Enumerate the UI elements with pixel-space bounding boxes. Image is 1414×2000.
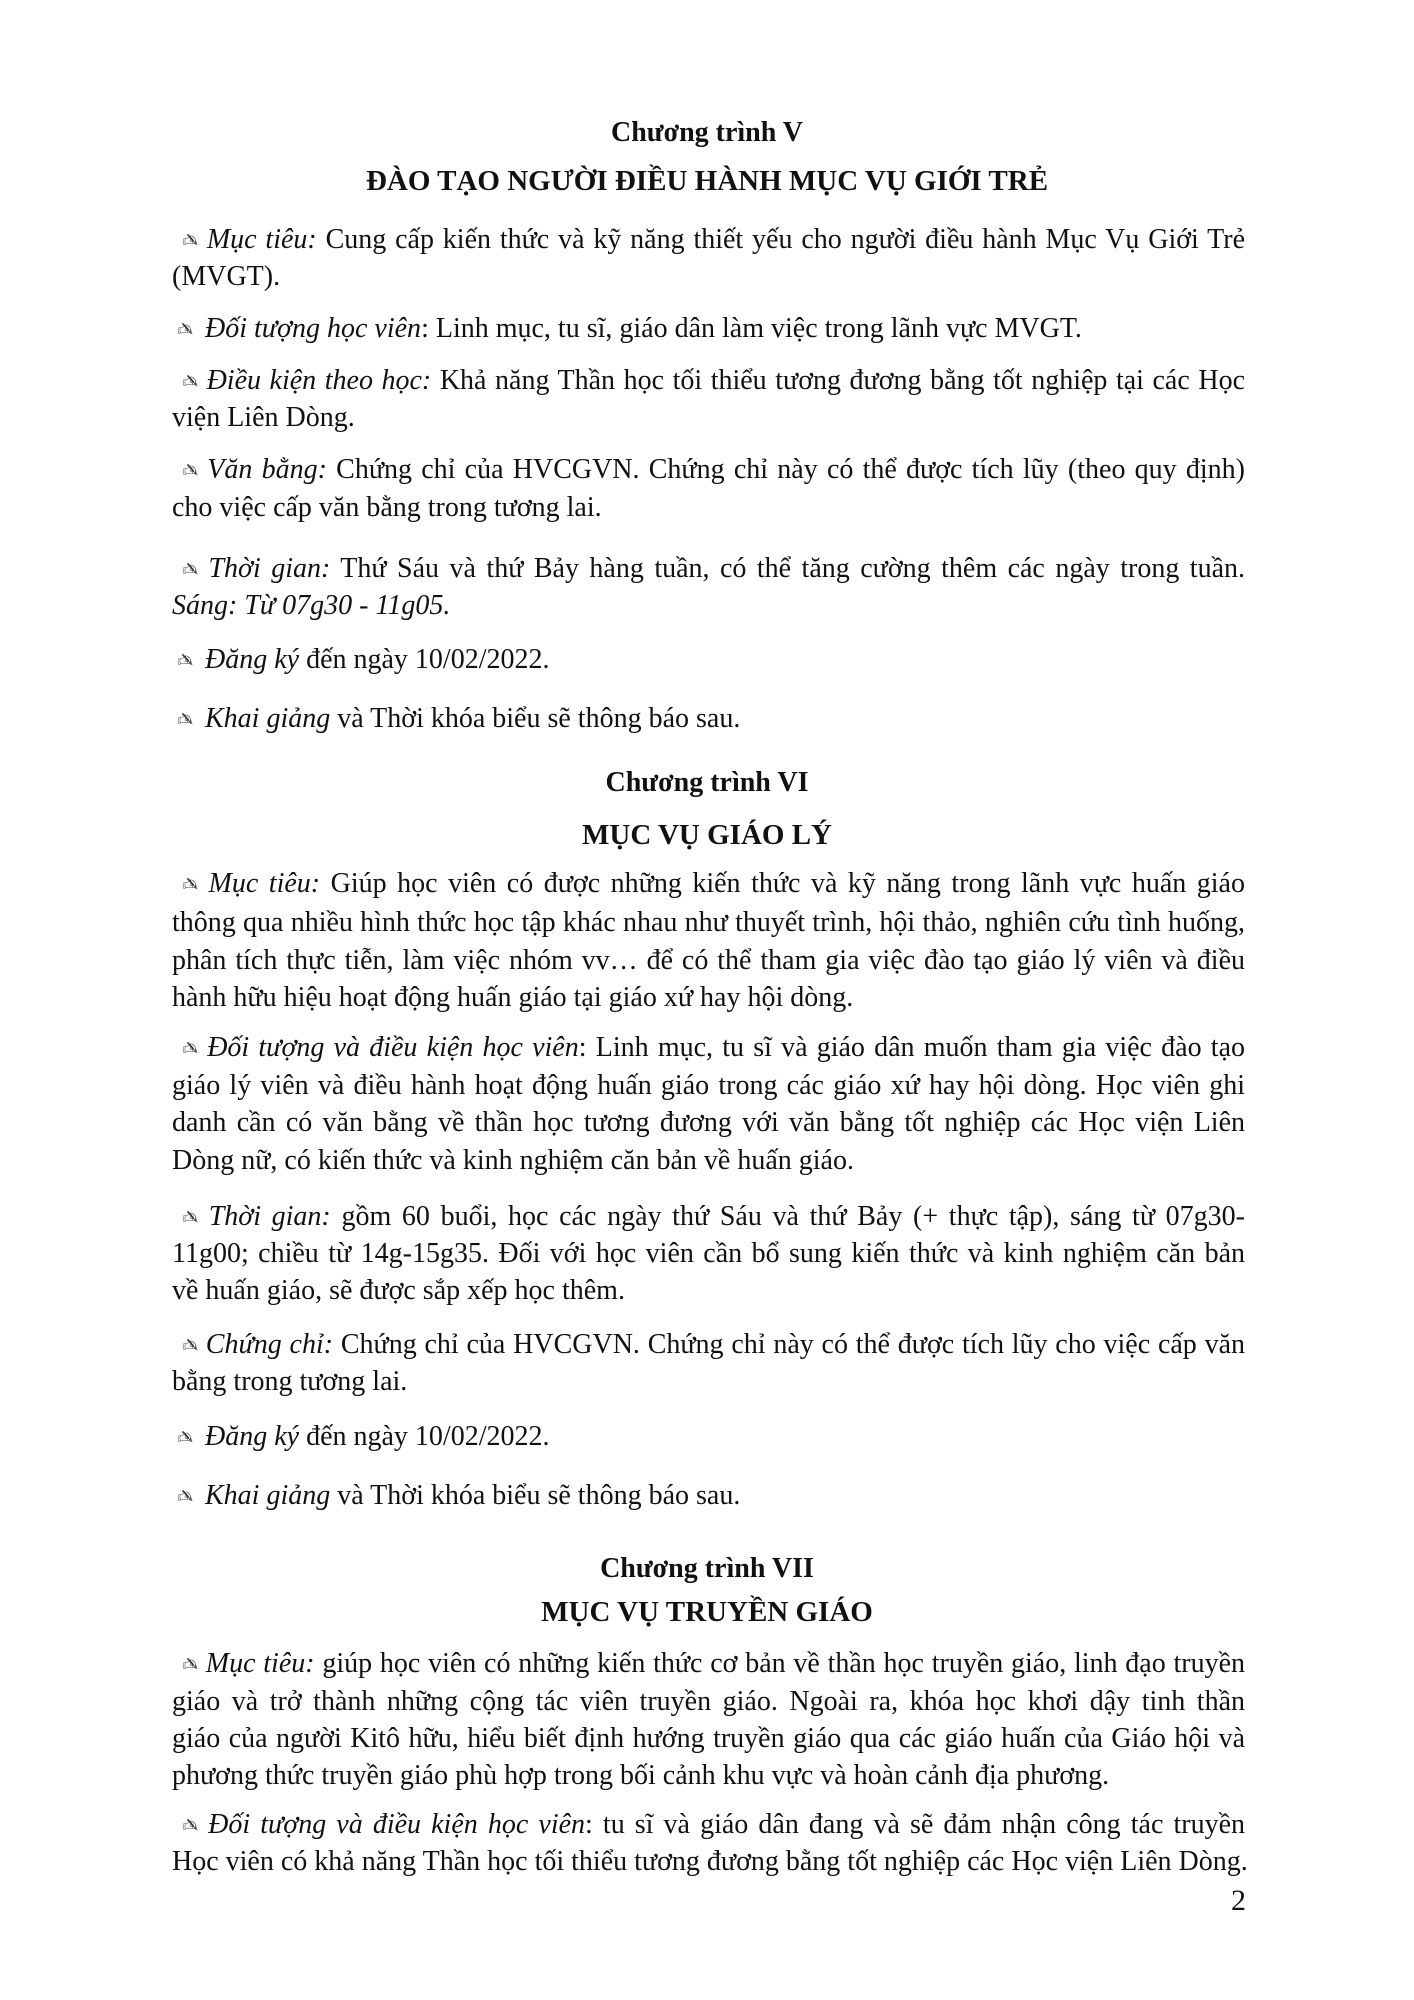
program-title-heading: MỤC VỤ TRUYỀN GIÁO [541, 1596, 873, 1628]
writing-hand-icon: ✍ [182, 1815, 198, 1837]
item-label: Chứng chỉ: [205, 1329, 334, 1360]
paragraph-line [172, 1106, 1245, 1140]
paragraph-line [172, 491, 1245, 525]
paragraph-line [172, 401, 1245, 435]
paragraph-line [172, 364, 1245, 398]
item-text: Dòng nữ, có kiến thức và kinh nghiệm căn bản về huấn giáo. [172, 1145, 854, 1176]
paragraph-line [172, 1031, 1245, 1065]
paragraph-line [172, 1479, 1245, 1515]
writing-hand-icon: ✍ [182, 1038, 198, 1060]
paragraph-line [172, 453, 1245, 487]
item-text: và Thời khóa biểu sẽ thông báo sau. [330, 703, 741, 734]
paragraph-line [172, 1845, 1248, 1879]
writing-hand-icon: ✍ [182, 559, 198, 581]
writing-hand-icon: ✍ [182, 1335, 198, 1357]
item-text: : tu sĩ và giáo dân đang và sẽ đảm nhận công tác truyền [585, 1809, 1245, 1840]
paragraph-line [172, 1069, 1245, 1103]
item-label: Đối tượng và điều kiện học viên [208, 1809, 586, 1840]
item-text: 11g00; chiều từ 14g-15g35. Đối với học viên cần bổ sung kiến thức và kinh nghiệm căn bản [172, 1238, 1245, 1269]
program-number-heading: Chương trình VII [600, 1553, 814, 1584]
item-text: Học viên có khả năng Thần học tối thiểu tương đương bằng tốt nghiệp các Học viện Liên Dòng. [172, 1846, 1248, 1877]
item-text: Khả năng Thần học tối thiểu tương đương bằng tốt nghiệp tại các Học [431, 365, 1245, 396]
paragraph-line [172, 1237, 1245, 1271]
writing-hand-icon: ✍ [177, 319, 193, 341]
item-label: Thời gian: [208, 1201, 331, 1232]
writing-hand-icon: ✍ [177, 709, 193, 731]
item-label: Mục tiêu: [205, 1648, 315, 1679]
writing-hand-icon: ✍ [182, 1207, 198, 1229]
item-text: : Linh mục, tu sĩ và giáo dân muốn tham gia việc đào tạo [578, 1032, 1245, 1063]
writing-hand-icon: ✍ [177, 1486, 193, 1508]
item-label: Văn bằng: [207, 454, 327, 485]
paragraph-line [172, 1722, 1245, 1756]
item-label: Mục tiêu: [208, 868, 321, 899]
item-label: Thời gian: [208, 553, 331, 584]
writing-hand-icon: ✍ [177, 1427, 193, 1449]
paragraph-line [172, 1685, 1245, 1719]
paragraph-line [172, 867, 1245, 901]
writing-hand-icon: ✍ [182, 874, 198, 896]
item-text: gồm 60 buổi, học các ngày thứ Sáu và thứ Bảy (+ thực tập), sáng từ 07g30- [330, 1201, 1245, 1232]
item-text: danh cần có văn bằng về thần học tương đương với văn bằng tốt nghiệp các Học viện Liên [172, 1107, 1245, 1138]
program-number-heading: Chương trình VI [605, 767, 809, 798]
writing-hand-icon: ✍ [182, 230, 198, 252]
paragraph-line [172, 1759, 1245, 1793]
item-text: viện Liên Dòng. [172, 402, 355, 433]
paragraph-line [172, 643, 1245, 679]
item-text: phương thức truyền giáo phù hợp trong bối cảnh khu vực và hoàn cảnh địa phương. [172, 1760, 1110, 1791]
item-label: Mục tiêu: [206, 224, 317, 255]
writing-hand-icon: ✍ [182, 371, 198, 393]
paragraph-line [172, 1365, 1245, 1399]
item-text: Chứng chỉ của HVCGVN. Chứng chỉ này có thể được tích lũy (theo quy định) [326, 454, 1245, 485]
item-text: Sáng: Từ 07g30 - 11g05. [172, 590, 451, 621]
item-label: Đối tượng và điều kiện học viên [207, 1032, 579, 1063]
item-text: cho việc cấp văn bằng trong tương lai. [172, 492, 602, 523]
paragraph-line [172, 1647, 1245, 1681]
paragraph-line [172, 589, 1245, 623]
item-text: giáo của người Kitô hữu, hiểu biết định hướng truyền giáo qua các giáo huấn của Giáo hội và [172, 1723, 1245, 1754]
item-label: Điều kiện theo học: [206, 365, 432, 396]
paragraph-line [172, 981, 1245, 1015]
item-text: giáo và trở thành những cộng tác viên truyền giáo. Ngoài ra, khóa học khơi dậy tinh thần [172, 1686, 1245, 1717]
item-text: Giúp học viên có được những kiến thức và kỹ năng trong lãnh vực huấn giáo [320, 868, 1245, 899]
item-text: giúp học viên có những kiến thức cơ bản về thần học truyền giáo, linh đạo truyền [314, 1648, 1245, 1679]
paragraph-line [172, 1144, 1245, 1178]
writing-hand-icon: ✍ [182, 1654, 198, 1676]
item-text: đến ngày 10/02/2022. [299, 644, 550, 675]
paragraph-line [172, 906, 1245, 940]
paragraph-line [172, 260, 1245, 294]
paragraph-line [172, 702, 1245, 738]
item-text: bằng trong tương lai. [172, 1366, 408, 1397]
paragraph-line [172, 312, 1245, 348]
item-text: (MVGT). [172, 261, 281, 292]
item-label: Đăng ký [205, 1421, 300, 1452]
program-number-heading: Chương trình V [610, 117, 804, 148]
program-title-heading: ĐÀO TẠO NGƯỜI ĐIỀU HÀNH MỤC VỤ GIỚI TRẺ [365, 165, 1049, 197]
page-number: 2 [1231, 1884, 1246, 1917]
program-title-heading: MỤC VỤ GIÁO LÝ [582, 819, 832, 851]
item-text: đến ngày 10/02/2022. [299, 1421, 550, 1452]
item-text: thông qua nhiều hình thức học tập khác nhau như thuyết trình, hội thảo, nghiên cứu tình huống, [172, 907, 1245, 938]
item-text: Thứ Sáu và thứ Bảy hàng tuần, có thể tăng cường thêm các ngày trong tuần. [330, 553, 1245, 584]
paragraph-line [172, 944, 1245, 978]
item-text: giáo lý viên và điều hành hoạt động huấn giáo trong các giáo xứ hay hội dòng. Học viên ghi [172, 1070, 1245, 1101]
item-text: và Thời khóa biểu sẽ thông báo sau. [330, 1480, 741, 1511]
paragraph-line [172, 223, 1245, 257]
item-text: Cung cấp kiến thức và kỹ năng thiết yếu cho người điều hành Mục Vụ Giới Trẻ [316, 224, 1245, 255]
writing-hand-icon: ✍ [177, 650, 193, 672]
item-text: phân tích thực tiễn, làm việc nhóm vv… để có thể tham gia việc đào tạo giáo lý viên và điều [172, 945, 1245, 976]
paragraph-line [172, 1420, 1245, 1456]
item-label: Đăng ký [205, 644, 300, 675]
item-label: Đối tượng học viên [205, 313, 422, 344]
paragraph-line [172, 1328, 1245, 1362]
writing-hand-icon: ✍ [182, 460, 198, 482]
item-label: Khai giảng [205, 703, 331, 734]
paragraph-line [172, 1808, 1245, 1842]
item-text: Chứng chỉ của HVCGVN. Chứng chỉ này có thể được tích lũy cho việc cấp văn [333, 1329, 1245, 1360]
paragraph-line [172, 1274, 1245, 1308]
item-text: hành hữu hiệu hoạt động huấn giáo tại giáo xứ hay hội dòng. [172, 982, 854, 1013]
paragraph-line [172, 1200, 1245, 1234]
item-text: : Linh mục, tu sĩ, giáo dân làm việc trong lãnh vực MVGT. [421, 313, 1082, 344]
item-label: Khai giảng [205, 1480, 331, 1511]
paragraph-line [172, 552, 1245, 586]
item-text: về huấn giáo, sẽ được sắp xếp học thêm. [172, 1275, 625, 1306]
